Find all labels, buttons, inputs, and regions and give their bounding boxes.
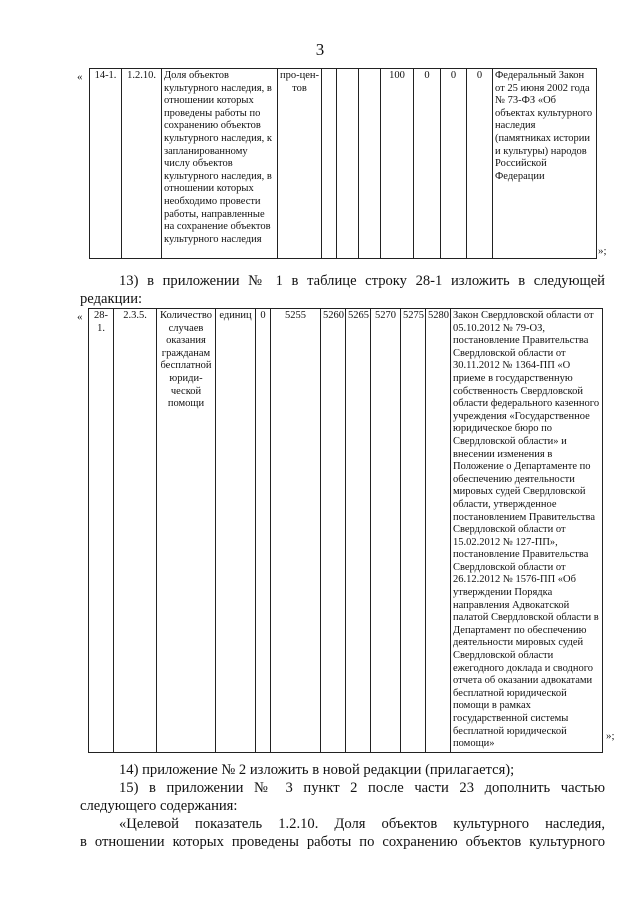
table-row-28-1 xyxy=(88,308,603,753)
value-cell xyxy=(322,69,337,259)
value-cell: 100 xyxy=(381,69,414,259)
value-cell: 0 xyxy=(441,69,467,259)
quote-close-2: »; xyxy=(606,730,615,742)
indicator-name-cell: Доля объектов культурного наследия, в отношении которых проведены работы по сохранению объектов культурного наследия, к запланированному числу объектов культурного наследия, в отношении которых необходимо провести работы, направленные на сохранение объектов культурного наследия xyxy=(162,69,278,259)
source-cell: Федеральный Закон от 25 июня 2002 года № 73-ФЗ «Об объектах культурного наследия (памятниках истории и культуры) народов Российской Федерации xyxy=(493,69,597,259)
value-cell xyxy=(359,69,381,259)
paragraph-16-line-2: в отношении которых проведены работы по сохранению объектов культурного xyxy=(80,834,605,850)
paragraph-14: 14) приложение № 2 изложить в новой редакции (прилагается); xyxy=(119,762,515,778)
value-cell: 5275 xyxy=(401,309,426,753)
paragraph-13-line-2: редакции: xyxy=(80,291,143,307)
value-cell: 5260 xyxy=(321,309,346,753)
paragraph-15-line-2: следующего содержания: xyxy=(80,798,238,814)
quote-open-2: « xyxy=(77,311,83,323)
unit-cell: единиц xyxy=(216,309,256,753)
value-cell: 0 xyxy=(467,69,493,259)
page-number: 3 xyxy=(315,40,325,59)
table-row-14-1 xyxy=(89,68,597,259)
value-cell: 0 xyxy=(256,309,271,753)
value-cell xyxy=(337,69,359,259)
indicator-code-cell: 2.3.5. xyxy=(114,309,157,753)
value-cell: 5270 xyxy=(371,309,401,753)
indicator-name-cell: Количество случаев оказания гражданам бесплатной юриди-ческой помощи xyxy=(157,309,216,753)
value-cell: 5280 xyxy=(426,309,451,753)
paragraph-13-line-1: 13) в приложении № 1 в таблице строку 28-1 изложить в следующей xyxy=(119,273,605,289)
value-cell: 5255 xyxy=(271,309,321,753)
paragraph-15-line-1: 15) в приложении № 3 пункт 2 после части 23 дополнить частью xyxy=(119,780,605,796)
value-cell: 5265 xyxy=(346,309,371,753)
unit-cell: про-цен-тов xyxy=(278,69,322,259)
quote-open-1: « xyxy=(77,71,83,83)
value-cell: 0 xyxy=(414,69,441,259)
source-cell: Закон Свердловской области от 05.10.2012 № 79-ОЗ, постановление Правительства Свердловской области от 30.11.2012 № 1364-ПП «О приеме в государственную собственность Свердловской области федерального казенного учреждения «Государственное юридическое бюро по Свердловской области» и внесении изменения в Положение о Департаменте по обеспечению деятельности мировых судей Свердловской области, утвержденное постановлением Правительства Свердловской области от 15.02.2012 № 127-ПП», постановление Правительства Свердловской области от 26.12.2012 № 1576-ПП «Об утверждении Порядка направления Адвокатской палатой Свердловской области в Департамент по обеспечению деятельности мировых судей Свердловской области ежегодного доклада и сводного отчета об оказании адвокатами бесплатной юридической помощи в рамках государственной системы бесплатной юридической помощи» xyxy=(451,309,603,753)
row-number-cell: 28-1. xyxy=(89,309,114,753)
indicator-code-cell: 1.2.10. xyxy=(122,69,162,259)
quote-close-1: »; xyxy=(598,245,607,257)
row-number-cell: 14-1. xyxy=(90,69,122,259)
paragraph-16-line-1: «Целевой показатель 1.2.10. Доля объектов культурного наследия, xyxy=(119,816,605,832)
